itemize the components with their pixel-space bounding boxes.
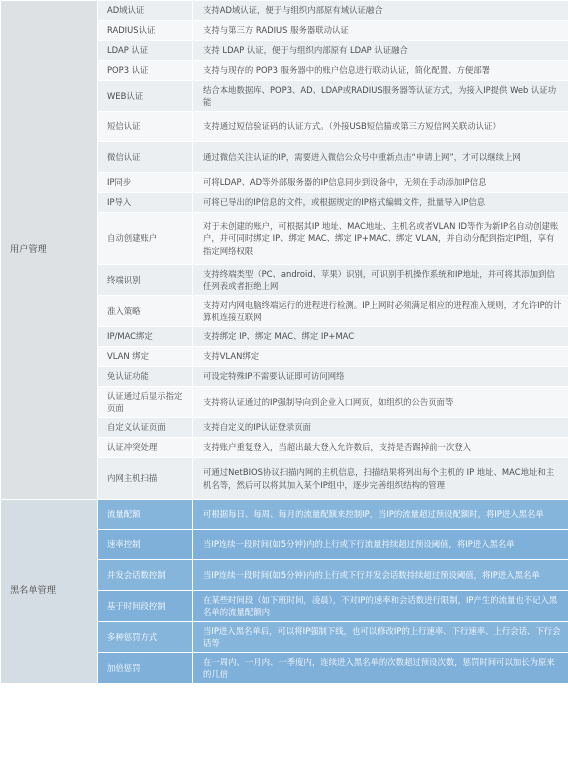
feature-name: IP导入: [98, 193, 193, 213]
feature-description: 支持账户重复登入，当超出最大登入允许数后，支持是否踢掉前一次登入: [193, 438, 568, 458]
feature-description: 可通过NetBIOS协议扫描内网的主机信息，扫描结果将列出每个主机的 IP 地址、MAC地址和主机名等，然后可以将其加入某个IP组中，逐步完善组织结构的管理: [193, 458, 568, 500]
feature-description: 支持终端类型（PC、android、苹果）识别，可识别手机操作系统和IP地址，并可将其添加到信任列表或者拒绝上网: [193, 265, 568, 296]
feature-description: 结合本地数据库、POP3、AD、LDAP或RADIUS服务器等认证方式，为接入IP提供 Web 认证功能: [193, 81, 568, 112]
feature-description: 支持将认证通过的IP强制导向到企业入口网页，如组织的公告页面等: [193, 387, 568, 418]
feature-name: IP/MAC绑定: [98, 327, 193, 347]
feature-description: 通过微信关注认证的IP，需要进入微信公众号中重新点击“申请上网”，才可以继续上网: [193, 142, 568, 173]
feature-name: 基于时间段控制: [98, 591, 193, 622]
feature-name: VLAN 绑定: [98, 347, 193, 367]
category-user-management: 用户管理: [1, 1, 98, 500]
feature-name: 认证冲突处理: [98, 438, 193, 458]
feature-name: AD域认证: [98, 1, 193, 21]
feature-description: 对于未创建的账户，可根据其IP 地址、MAC地址、主机名或者VLAN ID等作为新IP名自动创建账户，并可同时绑定 IP、绑定 MAC、绑定 IP+MAC、绑定 VLAN，并自动分配到指定IP组，享有指定网络权限: [193, 213, 568, 265]
feature-description: 可设定特殊IP不需要认证即可访问网络: [193, 367, 568, 387]
feature-description: 支持对内网电脑终端运行的进程进行检测。IP上网时必须满足相应的进程准入规则，才允许IP的计算机连接互联网: [193, 296, 568, 327]
feature-table-body: [1, 1, 568, 684]
feature-name: 流量配额: [98, 500, 193, 530]
feature-description: 支持自定义的IP认证登录页面: [193, 418, 568, 438]
feature-name: 准入策略: [98, 296, 193, 327]
feature-description: 支持VLAN绑定: [193, 347, 568, 367]
feature-description: 在某些时间段（如下班时间，凌晨），不对IP的速率和会话数进行限制，IP产生的流量也不记入黑名单的流量配额内: [193, 591, 568, 622]
feature-name: IP同步: [98, 173, 193, 193]
feature-name: 终端识别: [98, 265, 193, 296]
feature-description: 支持AD域认证，便于与组织内部原有域认证融合: [193, 1, 568, 21]
feature-name: 加倍惩罚: [98, 653, 193, 684]
feature-name: POP3 认证: [98, 61, 193, 81]
table-row: [1, 1, 568, 21]
feature-name: WEB认证: [98, 81, 193, 112]
feature-description: 可根据每日、每周、每月的流量配额来控制IP，当IP的流量超过预设配额时，将IP进入黑名单: [193, 500, 568, 530]
table-row: [1, 500, 568, 530]
feature-name: 并发会话数控制: [98, 560, 193, 591]
feature-description: 支持与现存的 POP3 服务器中的账户信息进行联动认证，简化配置、方便部署: [193, 61, 568, 81]
feature-description: 支持绑定 IP、绑定 MAC、绑定 IP+MAC: [193, 327, 568, 347]
category-blacklist-management: 黑名单管理: [1, 500, 98, 684]
feature-description: 在一周内、一月内、一季度内，连续进入黑名单的次数超过预设次数，惩罚时间可以加长为原来的几倍: [193, 653, 568, 684]
feature-description: 支持通过短信验证码的认证方式。（外接USB短信猫或第三方短信网关联动认证）: [193, 112, 568, 142]
feature-description: 支持与第三方 RADIUS 服务器联动认证: [193, 21, 568, 41]
feature-description: 当IP连续一段时间(如5分钟)内的上行或下行并发会话数持续超过预设阈值，将IP进入黑名单: [193, 560, 568, 591]
feature-description: 可将已导出的IP信息的文件，或根据规定的IP格式编辑文件，批量导入IP信息: [193, 193, 568, 213]
feature-name: 自动创建账户: [98, 213, 193, 265]
feature-name: 免认证功能: [98, 367, 193, 387]
feature-name: 内网主机扫描: [98, 458, 193, 500]
feature-name: LDAP 认证: [98, 41, 193, 61]
feature-name: 短信认证: [98, 112, 193, 142]
feature-name: 多种惩罚方式: [98, 622, 193, 653]
feature-name: 速率控制: [98, 530, 193, 560]
feature-name: RADIUS认证: [98, 21, 193, 41]
feature-description: 当IP连续一段时间(如5分钟)内的上行或下行流量持续超过预设阈值，将IP进入黑名单: [193, 530, 568, 560]
feature-name: 认证通过后显示指定页面: [98, 387, 193, 418]
feature-name: 微信认证: [98, 142, 193, 173]
feature-description: 支持 LDAP 认证，便于与组织内部原有 LDAP 认证融合: [193, 41, 568, 61]
feature-description: 当IP进入黑名单后，可以将IP强制下线，也可以修改IP的上行速率、下行速率、上行会话、下行会话等: [193, 622, 568, 653]
feature-description: 可将LDAP、AD等外部服务器的IP信息同步到设备中，无须在手动添加IP信息: [193, 173, 568, 193]
feature-name: 自定义认证页面: [98, 418, 193, 438]
